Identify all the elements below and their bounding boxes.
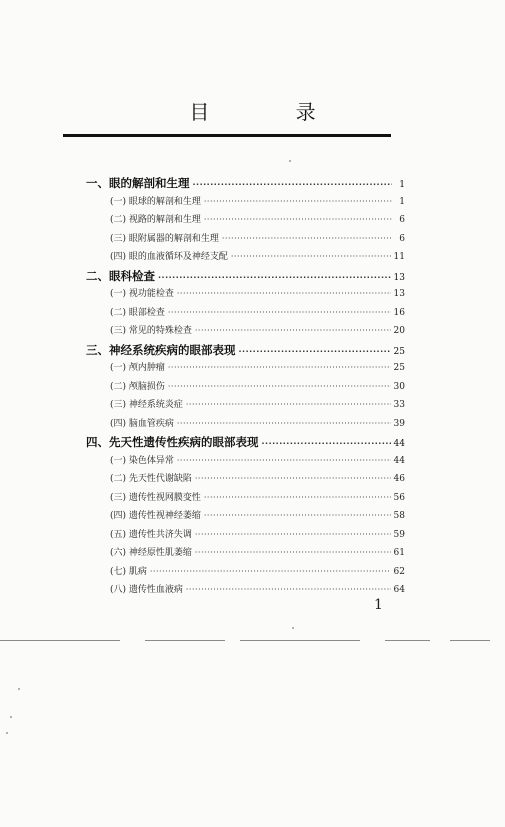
toc-entry-label: (四) 遗传性视神经萎缩 <box>110 511 201 521</box>
toc-entry-page: 6 <box>399 233 405 244</box>
toc-entry-label: 二、眼科检查 <box>86 268 155 283</box>
toc-entry-page: 44 <box>393 455 405 466</box>
toc-section-entry <box>86 211 405 230</box>
toc-section-entry <box>86 378 405 397</box>
toc-section-entry <box>86 470 405 489</box>
toc-section-entry <box>86 359 405 378</box>
toc-entry-page: 20 <box>393 326 405 336</box>
toc-entry-page: 1 <box>399 180 405 190</box>
dot-leader <box>195 322 391 341</box>
toc-entry-page: 30 <box>393 381 405 392</box>
toc-entry-label: (一) 视功能检查 <box>110 289 174 299</box>
toc-section-entry <box>86 230 405 249</box>
toc-entry-page: 16 <box>393 307 405 318</box>
toc-entry-page: 61 <box>393 548 405 558</box>
toc-chapter-entry <box>86 341 405 360</box>
toc-entry-label: (一) 颅内肿瘤 <box>110 363 165 373</box>
toc-entry-label: (四) 脑血管疾病 <box>110 418 174 429</box>
dot-leader <box>195 544 391 563</box>
dot-leader <box>186 396 391 415</box>
dot-leader <box>204 193 392 212</box>
toc-section-entry <box>86 285 405 304</box>
toc-section-entry <box>86 415 405 434</box>
dot-leader <box>195 470 391 489</box>
toc-entry-page: 64 <box>393 585 405 595</box>
toc-entry-label: (一) 眼球的解剖和生理 <box>110 196 201 207</box>
toc-entry-label: (三) 眼附属器的解剖和生理 <box>110 233 219 244</box>
toc-entry-page: 13 <box>393 272 405 283</box>
dot-leader <box>177 415 391 434</box>
toc-section-entry <box>86 396 405 415</box>
dot-leader <box>204 211 392 230</box>
dot-leader <box>177 452 391 471</box>
scan-edge-line <box>0 640 120 641</box>
toc-entry-page: 25 <box>393 363 405 373</box>
toc-entry-label: (四) 眼的血液循环及神经支配 <box>110 252 228 262</box>
toc-entry-page: 11 <box>393 252 405 262</box>
toc-entry-page: 62 <box>393 566 405 577</box>
toc-entry-page: 33 <box>393 400 405 410</box>
toc-section-entry <box>86 526 405 545</box>
dot-leader <box>231 248 391 267</box>
scan-edge-line <box>240 640 360 641</box>
toc-section-entry <box>86 581 405 600</box>
toc-entry-page: 13 <box>393 289 405 299</box>
toc-section-entry <box>86 507 405 526</box>
dot-leader <box>186 581 391 600</box>
toc-entry-label: (二) 眼部检查 <box>110 307 165 318</box>
toc-entry-page: 25 <box>393 346 405 357</box>
toc-entry-page: 6 <box>399 215 405 225</box>
dot-leader <box>204 507 391 526</box>
toc-section-entry <box>86 248 405 267</box>
dot-leader <box>168 359 391 378</box>
scan-speck <box>292 627 294 629</box>
scan-speck <box>6 732 8 734</box>
scan-speck <box>10 716 12 718</box>
scan-edge-line <box>145 640 225 641</box>
toc-section-entry <box>86 452 405 471</box>
page-title: 目 录 <box>189 100 356 124</box>
toc-entry-label: (五) 遗传性共济失调 <box>110 529 192 540</box>
toc-entry-label: (八) 遗传性血液病 <box>110 585 183 595</box>
toc-entry-label: 一、眼的解剖和生理 <box>86 176 190 190</box>
toc-entry-label: (三) 常见的特殊检查 <box>110 326 192 336</box>
toc-entry-label: (二) 颅脑损伤 <box>110 381 165 392</box>
title-rule <box>63 134 391 137</box>
toc-section-entry <box>86 322 405 341</box>
toc-entry-label: (三) 神经系统炎症 <box>110 400 183 410</box>
scan-speck <box>289 160 291 162</box>
toc-entry-label: (二) 先天性代谢缺陷 <box>110 474 192 484</box>
toc-section-entry <box>86 304 405 323</box>
toc-chapter-entry <box>86 174 405 193</box>
scan-edge-line <box>385 640 430 641</box>
dot-leader <box>150 563 391 582</box>
toc-section-entry <box>86 563 405 582</box>
toc-section-entry <box>86 489 405 508</box>
scan-speck <box>18 688 20 690</box>
dot-leader <box>168 378 391 397</box>
toc-entry-page: 58 <box>393 511 405 521</box>
toc-entry-label: (七) 肌病 <box>110 566 147 577</box>
toc-entry-page: 39 <box>393 418 405 429</box>
toc-entry-label: 三、神经系统疾病的眼部表现 <box>86 342 236 357</box>
toc-entry-label: (三) 遗传性视网膜变性 <box>110 492 201 503</box>
toc-section-entry <box>86 544 405 563</box>
toc-entry-page: 44 <box>393 439 405 449</box>
toc-entry-page: 56 <box>393 492 405 503</box>
toc-entry-label: (六) 神经原性肌萎缩 <box>110 548 192 558</box>
dot-leader <box>177 285 391 304</box>
toc-entry-page: 46 <box>393 474 405 484</box>
page-number: 1 <box>374 597 383 613</box>
toc-entry-page: 1 <box>399 196 405 207</box>
toc-entry-page: 59 <box>393 529 405 540</box>
dot-leader <box>222 230 392 249</box>
scan-edge-line <box>450 640 490 641</box>
dot-leader <box>195 526 391 545</box>
dot-leader <box>204 489 391 508</box>
dot-leader <box>168 304 391 323</box>
toc-entry-label: (二) 视路的解剖和生理 <box>110 215 201 225</box>
table-of-contents <box>86 174 405 600</box>
toc-chapter-entry <box>86 433 405 452</box>
toc-section-entry <box>86 193 405 212</box>
toc-entry-label: (一) 染色体异常 <box>110 455 174 466</box>
toc-entry-label: 四、先天性遗传性疾病的眼部表现 <box>86 435 259 449</box>
toc-chapter-entry <box>86 267 405 286</box>
